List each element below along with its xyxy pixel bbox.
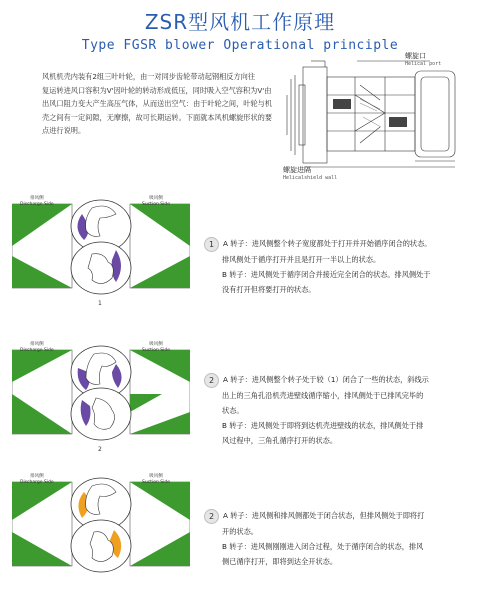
step-text-3: 2 A 转子：进风侧和排风侧都处于闭合状态，但排风侧处于即将打 开的状态。 B 转子：进风侧刚刚进入闭合过程，处于循序闭合的状态，排风 侧已循序打开，即将到达全开状态。 [204,508,468,569]
step-badge: 2 [204,509,219,524]
discharge-label: 排风侧 Discharge Side [20,196,54,207]
intro-line: 出风口阻力变大产生高压气体，从而送出空气：由于叶轮之间，叶轮与机 [42,99,273,109]
discharge-label: 排风侧 Discharge Side [20,474,54,485]
cad-label-top: 螺旋口 [405,52,426,60]
rotor-diagram-2 [12,342,190,453]
intro-line: 壳之间有一定间隙，无摩擦，故可长期运转。下面就本风机螺旋形状的要 [42,112,273,122]
step-text-1: 1 A 转子：进风侧整个转子宽度都处于打开并开始循序闭合的状态。 排风侧处于循序打开并且是打开一半以上的状态。 B 转子：进风侧处于循序闭合并接近完全闭合的状态。排风侧处于 没有打开但将要打开的状态。 [204,236,468,297]
blower-cad-drawing [265,52,475,185]
intro-line: 点进行说明。 [42,126,86,136]
rotor-diagram-3 [12,474,190,574]
intro-text [42,70,290,138]
step-badge: 2 [204,373,219,388]
cad-label-bottom-sub: Helicalshield wall [283,175,338,181]
page-title-cn: ZSR型风机工作原理 [144,10,336,34]
suction-label: 吸风侧 Suction Side [142,342,170,353]
intro-line: 复运转进风口容积为V'因叶轮的转动形成低压，同时吸入空气容积为V'由 [42,85,272,95]
cad-label-bottom: 螺旋进隔 [283,166,311,174]
step-text-2: 2 A 转子：进风侧整个转子处于较（1）闭合了一些的状态，斜线示 出上的三角孔沿机壳进壁线循序缩小，排风侧处于已排风完毕的 状态。 B 转子：进风侧处于即将到达机壳进壁线的状态，排风侧处于排 风过程中，三角孔循序打开的状态。 [204,372,468,448]
suction-label: 吸风侧 Suction Side [142,474,170,485]
diagram-number: 1 [98,300,102,307]
cad-label-top-sub: Helical port [405,61,442,67]
intro-line: 风机机壳内装有2组三叶叶轮，由一对同步齿轮带动起钢相反方向往 [42,72,256,81]
diagram-number: 2 [98,446,102,453]
suction-label: 吸风侧 Suction Side [142,196,170,207]
discharge-label: 排风侧 Discharge Side [20,342,54,353]
page-title-en: Type FGSR blower Operational principle [81,38,399,53]
rotor-diagram-1 [12,196,190,307]
step-badge: 1 [204,237,219,252]
